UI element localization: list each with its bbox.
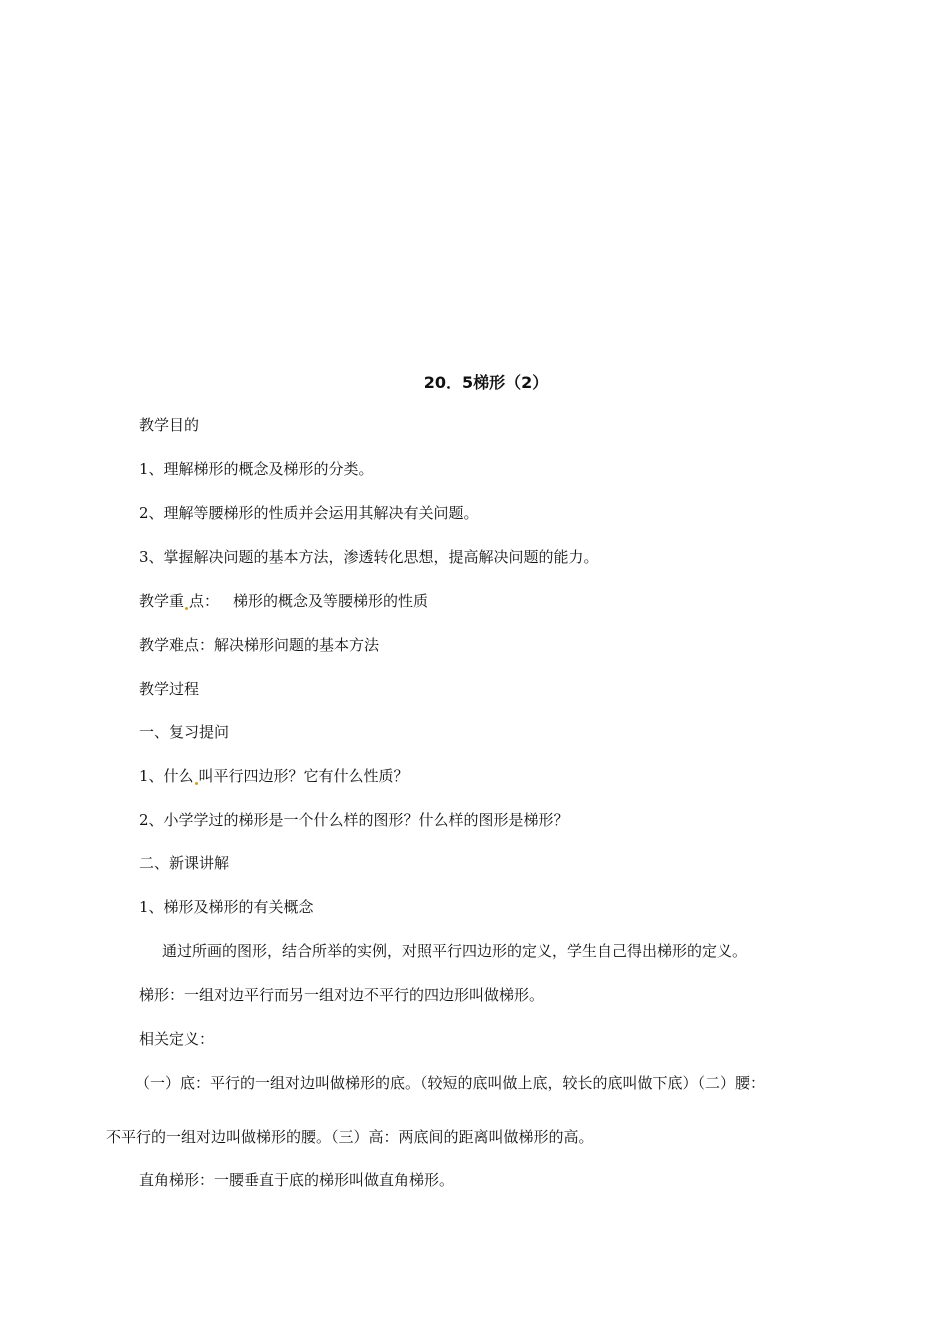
key-point-line — [139, 591, 428, 611]
review-q1-end: 叫平行四边形？它有什么性质？ — [198, 767, 409, 785]
page-title: 20．5梯形（2） — [423, 373, 549, 392]
objectives-heading: 教学目的 — [139, 416, 200, 434]
objective-item-1: 1、理解梯形的概念及梯形的分类。 — [139, 460, 374, 478]
right-trapezoid-definition: 直角梯形：一腰垂直于底的梯形叫做直角梯形。 — [139, 1171, 455, 1189]
objective-item-3: 3、掌握解决问题的基本方法，渗透转化思想，提高解决问题的能力。 — [139, 548, 599, 566]
review-q1-start: 1、什么 — [139, 767, 194, 785]
objective-item-2: 2、理解等腰梯形的性质并会运用其解决有关问题。 — [139, 504, 479, 522]
mark-dot-icon — [185, 607, 188, 610]
definition-line-2: 不平行的一组对边叫做梯形的腰。（三）高：两底间的距离叫做梯形的高。 — [106, 1128, 594, 1146]
definition-line-1: （一）底：平行的一组对边叫做梯形的底。（较短的底叫做上底，较长的底叫做下底）（二）腰： — [135, 1074, 766, 1092]
mark-dot-icon — [195, 782, 198, 785]
intro-paragraph: 通过所画的图形，结合所举的实例，对照平行四边形的定义，学生自己得出梯形的定义。 — [162, 942, 748, 960]
review-question-1 — [139, 766, 409, 786]
section2-heading: 二、新课讲解 — [139, 854, 230, 872]
process-heading: 教学过程 — [139, 680, 200, 698]
difficulty-line: 教学难点：解决梯形问题的基本方法 — [139, 636, 380, 654]
section1-heading: 一、复习提问 — [139, 723, 230, 741]
related-definitions-label: 相关定义： — [139, 1030, 215, 1048]
key-point-label-start: 教学重 — [139, 592, 185, 610]
key-point-label-end: 点： — [189, 592, 220, 610]
key-point-text: 梯形的概念及等腰梯形的性质 — [233, 592, 429, 610]
review-question-2: 2、小学学过的梯形是一个什么样的图形？什么样的图形是梯形？ — [139, 811, 569, 829]
topic-1-heading: 1、梯形及梯形的有关概念 — [139, 898, 314, 916]
trapezoid-definition: 梯形：一组对边平行而另一组对边不平行的四边形叫做梯形。 — [139, 986, 545, 1004]
